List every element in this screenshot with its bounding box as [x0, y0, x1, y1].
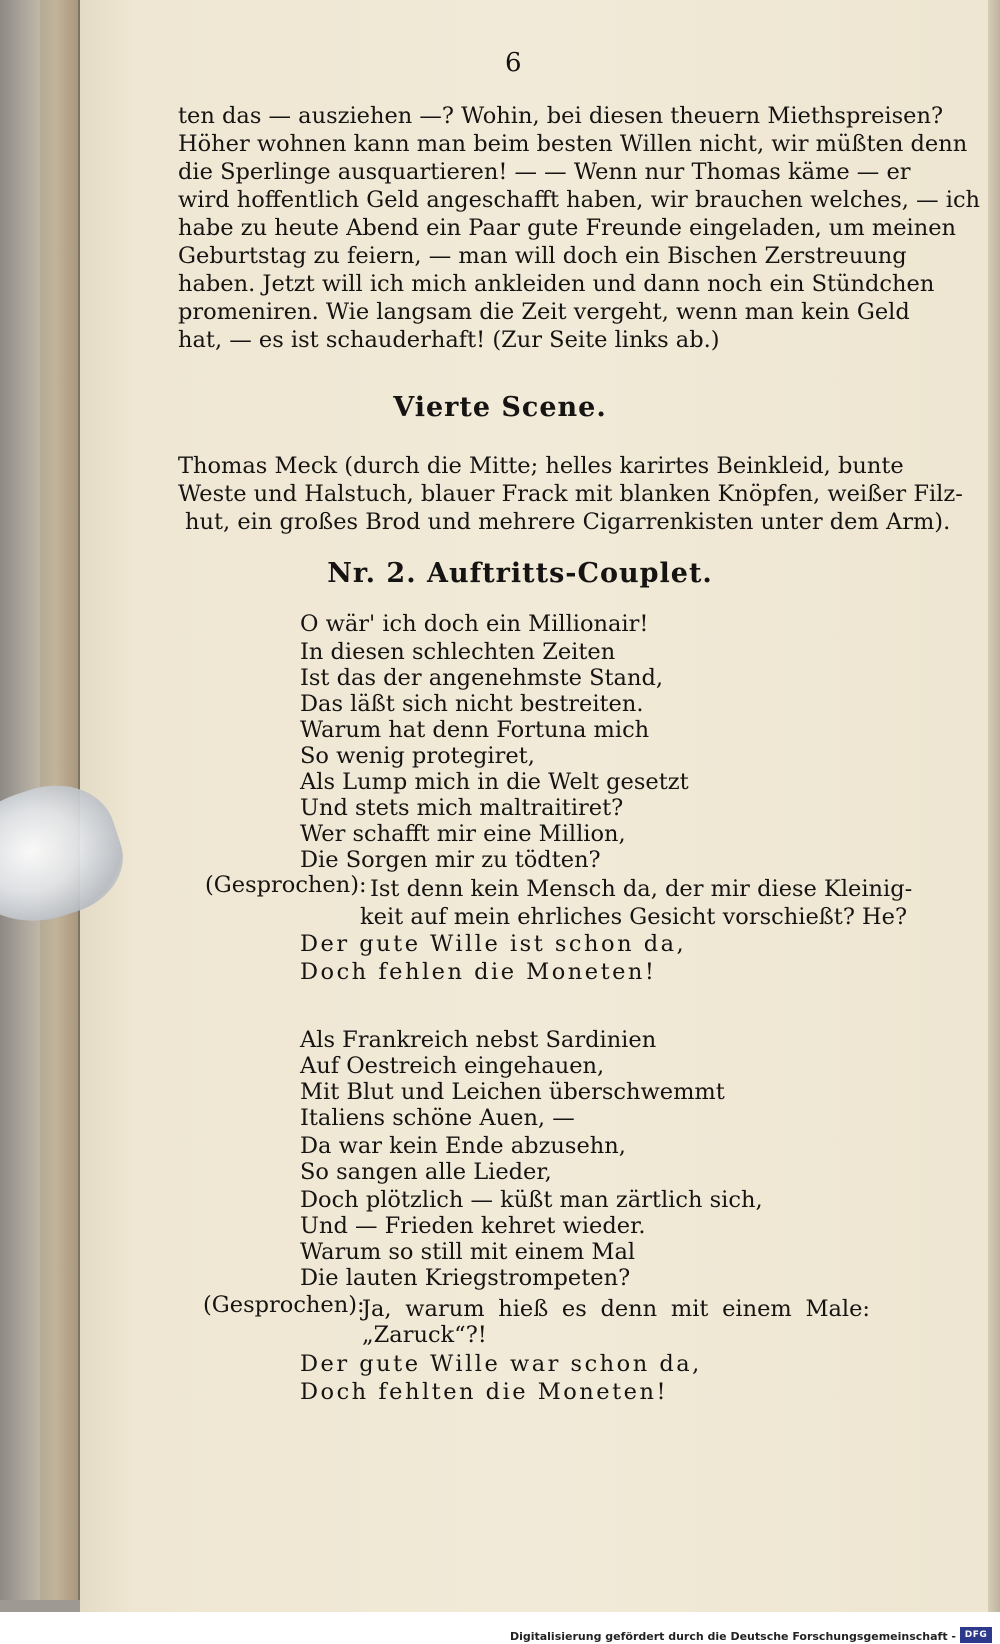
verse-line: Die lauten Kriegstrompeten? — [300, 1265, 631, 1291]
verse-line: Warum hat denn Fortuna mich — [300, 717, 650, 743]
refrain-line: Doch fehlen die Moneten! — [300, 959, 657, 985]
verse-line: Mit Blut und Leichen überschwemmt — [300, 1079, 725, 1105]
song-heading: Nr. 2. Auftritts-Couplet. — [327, 558, 713, 589]
paragraph-line: ten das — ausziehen —? Wohin, bei diesen theuern Miethspreisen? — [178, 103, 944, 129]
paragraph-line: Höher wohnen kann man beim besten Willen nicht, wir müßten denn — [178, 131, 968, 157]
verse-line: Und stets mich maltraitiret? — [300, 795, 624, 821]
page-number: 6 — [505, 48, 522, 78]
paragraph-line: die Sperlinge ausquartieren! — — Wenn nur Thomas käme — er — [178, 159, 911, 185]
verse-line: Das läßt sich nicht bestreiten. — [300, 691, 644, 717]
verse-line: Doch plötzlich — küßt man zärtlich sich, — [300, 1187, 763, 1213]
paragraph-line: Geburtstag zu feiern, — man will doch ein Bischen Zerstreuung — [178, 243, 907, 269]
verse-line: Die Sorgen mir zu tödten? — [300, 847, 601, 873]
footer-credit: Digitalisierung gefördert durch die Deutsche Forschungsgemeinschaft - — [509, 1630, 956, 1643]
verse-line: Italiens schöne Auen, — — [300, 1105, 575, 1131]
stage-direction-line: Thomas Meck (durch die Mitte; helles karirtes Beinkleid, bunte — [178, 453, 904, 479]
dfg-logo: DFG — [960, 1627, 992, 1643]
verse-line: Als Frankreich nebst Sardinien — [300, 1027, 657, 1053]
paragraph-line: wird hoffentlich Geld angeschafft haben, wir brauchen welches, — ich — [178, 187, 981, 213]
refrain-line: Der gute Wille ist schon da, — [300, 931, 687, 957]
verse-line: Da war kein Ende abzusehn, — [300, 1133, 626, 1159]
paragraph-line: promeniren. Wie langsam die Zeit vergeht, wenn man kein Geld — [178, 299, 910, 325]
paragraph-line: habe zu heute Abend ein Paar gute Freunde eingeladen, um meinen — [178, 215, 957, 241]
stage-direction-line: hut, ein großes Brod und mehrere Cigarrenkisten unter dem Arm). — [185, 509, 951, 535]
refrain-line: Doch fehlten die Moneten! — [300, 1379, 669, 1405]
verse-line: O wär' ich doch ein Millionair! — [300, 611, 649, 637]
verse-line: Wer schafft mir eine Million, — [300, 821, 626, 847]
paragraph-line: hat, — es ist schauderhaft! (Zur Seite links ab.) — [178, 327, 720, 353]
paragraph-line: haben. Jetzt will ich mich ankleiden und dann noch ein Stündchen — [178, 271, 935, 297]
verse-line: Als Lump mich in die Welt gesetzt — [300, 769, 689, 795]
spoken-label: (Gesprochen): — [203, 1292, 365, 1318]
verse-line: So wenig protegiret, — [300, 743, 535, 769]
spoken-line: „Zaruck“?! — [362, 1322, 487, 1348]
spoken-label: (Gesprochen): — [205, 872, 367, 898]
verse-line: In diesen schlechten Zeiten — [300, 639, 616, 665]
spoken-line: keit auf mein ehrliches Gesicht vorschießt? He? — [360, 904, 908, 930]
spoken-line: Ist denn kein Mensch da, der mir diese Kleinig- — [370, 876, 913, 902]
verse-line: Und — Frieden kehret wieder. — [300, 1213, 646, 1239]
verse-line: Ist das der angenehmste Stand, — [300, 665, 663, 691]
verse-line: Warum so still mit einem Mal — [300, 1239, 636, 1265]
stage-direction-line: Weste und Halstuch, blauer Frack mit blanken Knöpfen, weißer Filz- — [178, 481, 963, 507]
verse-line: So sangen alle Lieder, — [300, 1159, 552, 1185]
refrain-line: Der gute Wille war schon da, — [300, 1351, 702, 1377]
scene-heading: Vierte Scene. — [393, 392, 607, 423]
verse-line: Auf Oestreich eingehauen, — [300, 1053, 605, 1079]
spoken-line: Ja, warum hieß es denn mit einem Male: — [362, 1296, 870, 1322]
